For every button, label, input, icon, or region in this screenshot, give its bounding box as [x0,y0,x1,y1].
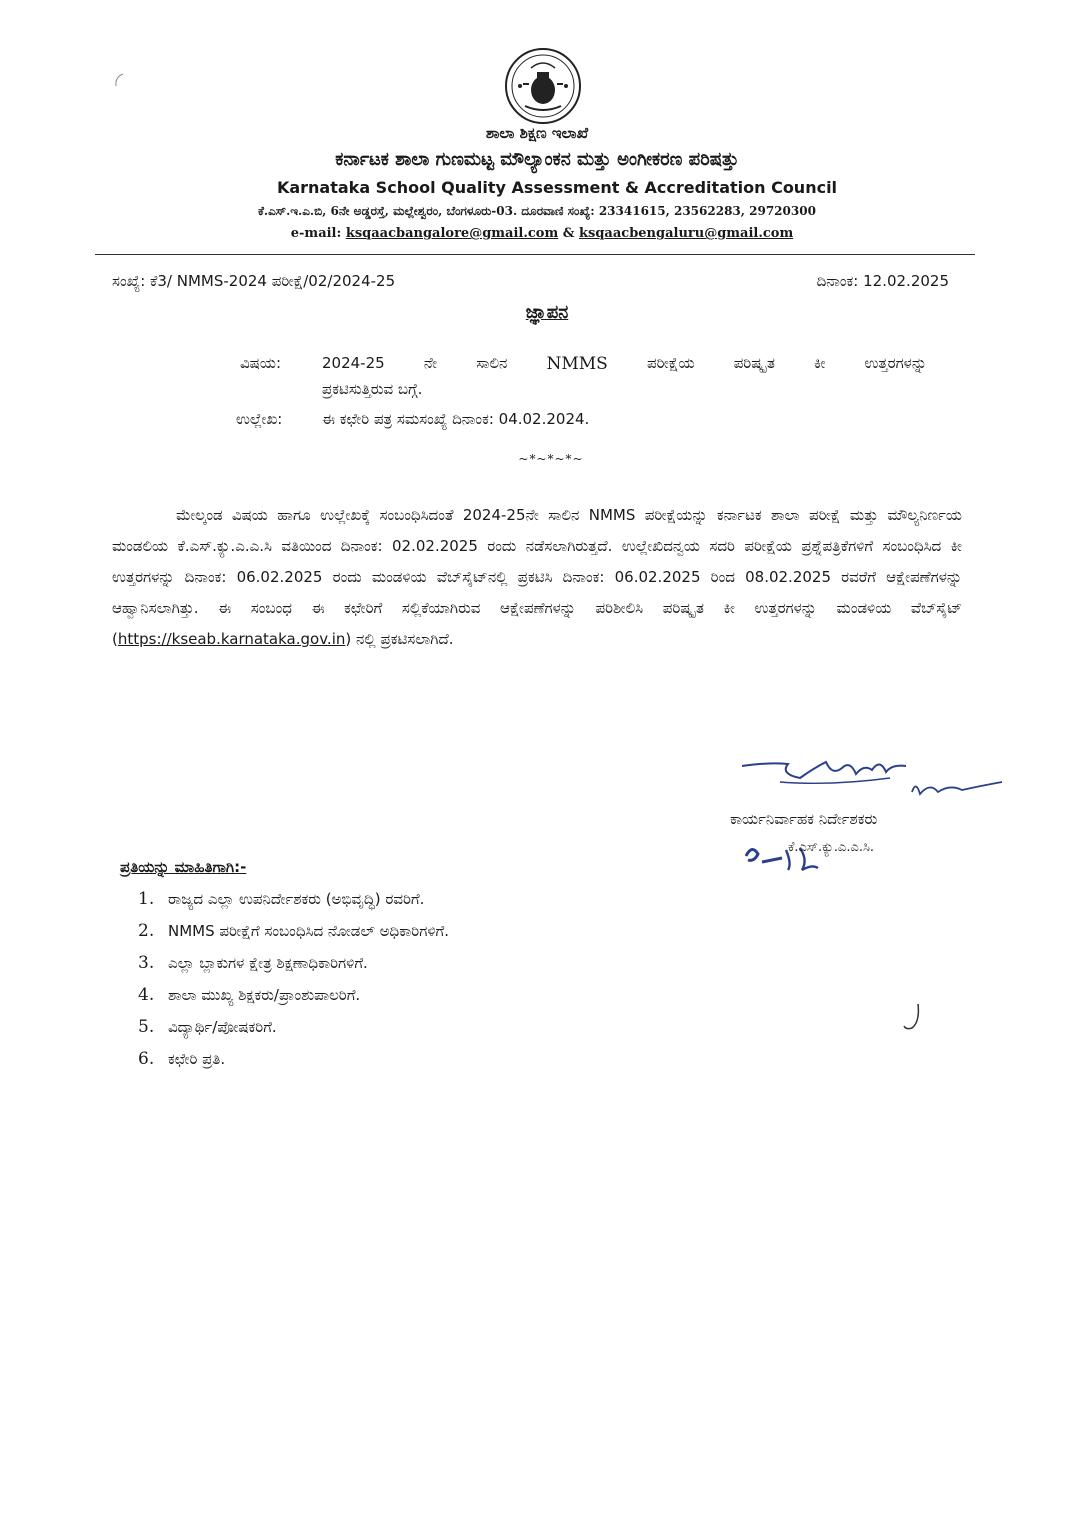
list-item [138,1046,449,1078]
list-item [138,982,449,1014]
list-item-text: ರಾಜ್ಯದ ಎಲ್ಲಾ ಉಪನಿರ್ದೇಶಕರು (ಅಭಿವೃದ್ಧಿ) ರವರಿಗೆ. [168,890,425,908]
email-separator: & [558,226,580,241]
list-item [138,1014,449,1046]
karnataka-state-emblem-icon [503,46,583,126]
page-tick-mark-icon [900,1002,924,1032]
list-item-text: ಶಾಲಾ ಮುಖ್ಯ ಶಿಕ್ಷಕರು/ಪ್ರಾಂಶುಪಾಲರಿಗೆ. [168,986,361,1004]
reference-number: ಸಂಖ್ಯೆ: ಕೆ3/ NMMS-2024 ಪರೀಕ್ಷೆ/02/2024-25 [112,272,396,290]
council-address: ಕೆ.ಎಸ್.ಇ.ಎ.ಬಿ, 6ನೇ ಅಡ್ಡರಸ್ತೆ, ಮಲ್ಲೇಶ್ವರಂ, ಬೆಂಗಳೂರು-03. ದೂರವಾಣಿ ಸಂಖ್ಯೆ: 23341615, 23562283, 29720300 [258,204,816,218]
email-link-1[interactable]: ksqaacbangalore@gmail.com [345,226,559,241]
list-item-number: 4. [138,985,155,1005]
list-item-text: NMMS ಪರೀಕ್ಷೆಗೆ ಸಂಬಂಧಿಸಿದ ನೋಡಲ್ ಅಧಿಕಾರಿಗಳಿಗೆ. [168,922,449,940]
list-item-number: 6. [138,1049,155,1069]
list-item-text: ವಿದ್ಯಾರ್ಥಿ/ಪೋಷಕರಿಗೆ. [168,1018,277,1036]
list-item [138,886,449,918]
list-item-number: 1. [138,889,155,909]
email-link-2[interactable]: ksqaacbengaluru@gmail.com [579,226,794,241]
list-item [138,950,449,982]
reference-value: ಈ ಕಛೇರಿ ಪತ್ರ ಸಮಸಂಖ್ಯೆ ದಿನಾಂಕ: 04.02.2024. [322,410,590,428]
signatory-designation: ಕಾರ್ಯನಿರ್ವಾಹಕ ನಿರ್ದೇಶಕರು [730,810,878,828]
list-item-number: 3. [138,953,155,973]
scan-mark-icon [112,72,126,88]
memo-body [112,500,962,655]
council-email-line [5,226,1074,241]
reference-label: ಉಲ್ಲೇಖ: [236,410,283,428]
subject-label: ವಿಷಯ: [240,354,281,372]
copy-to-list [138,886,449,1078]
subject-word: ನೇ [423,354,438,372]
list-item-number: 5. [138,1017,155,1037]
list-item-number: 2. [138,921,155,941]
subject-line-2: ಪ್ರಕಟಿಸುತ್ತಿರುವ ಬಗ್ಗೆ. [322,380,423,398]
subject-word: ಉತ್ತರಗಳನ್ನು [864,354,927,372]
signatory-organization: ಕೆ.ಎಸ್.ಕ್ಯು.ಎ.ಎ.ಸಿ. [788,840,874,855]
handwritten-signature-icon [740,752,1010,808]
memo-title: ಜ್ಞಾಪನ [525,302,569,323]
council-name-kannada: ಕರ್ನಾಟಕ ಶಾಲಾ ಗುಣಮಟ್ಟ ಮೌಲ್ಯಾಂಕನ ಮತ್ತು ಅಂಗೀಕರಣ ಪರಿಷತ್ತು [335,149,739,170]
body-text-1: ಮೇಲ್ಕಂಡ ವಿಷಯ ಹಾಗೂ ಉಲ್ಲೇಖಕ್ಕೆ ಸಂಬಂಧಿಸಿದಂತೆ 2024-25ನೇ ಸಾಲಿನ NMMS ಪರೀಕ್ಷೆಯನ್ನು ಕರ್ನಾಟಕ ಶಾಲಾ ಪರೀಕ್ಷೆ ಮತ್ತು ಮೌಲ್ಯನಿರ್ಣಯ ಮಂಡಲಿಯ ಕೆ.ಎಸ್.ಕ್ಯು.ಎ.ಎ.ಸಿ ವತಿಯಿಂದ ದಿನಾಂಕ: 02.02.2025 ರಂದು ನಡೆಸಲಾಗಿರುತ್ತದೆ. ಉಲ್ಲೇಖಿದನ್ವಯ ಸದರಿ ಪರೀಕ್ಷೆಯ ಪ್ರಶ್ನೆಪತ್ರಿಕೆಗಳಿಗೆ ಸಂಬಂಧಿಸಿದ ಕೀ ಉತ್ತರಗಳನ್ನು ದಿನಾಂಕ: 06.02.2025 ರಂದು ಮಂಡಳಿಯ ವೆಬ್‌ಸೈಟ್‌ನಲ್ಲಿ ಪ್ರಕಟಿಸಿ ದಿನಾಂಕ: 06.02.2025 ರಿಂದ 08.02.2025 ರವರೆಗೆ ಆಕ್ಷೇಪಣೆಗಳನ್ನು ಆಹ್ವಾನಿಸಲಾಗಿತ್ತು. ಈ ಸಂಬಂಧ ಈ ಕಛೇರಿಗೆ ಸಲ್ಲಿಕೆಯಾಗಿರುವ ಆಕ್ಷೇಪಣೆಗಳನ್ನು ಪರಿಶೀಲಿಸಿ ಪರಿಷ್ಕೃತ ಕೀ ಉತ್ತರಗಳನ್ನು ಮಂಡಳಿಯ ವೆಬ್‌ಸೈಟ್ ( [112,506,962,648]
email-prefix: e-mail: [290,226,346,241]
subject-word: ಪರೀಕ್ಷೆಯ [646,354,695,372]
list-item-text: ಎಲ್ಲಾ ಬ್ಲಾಕುಗಳ ಕ್ಷೇತ್ರ ಶಿಕ್ಷಣಾಧಿಕಾರಿಗಳಿಗೆ. [168,954,368,972]
body-text-2: ) ನಲ್ಲಿ ಪ್ರಕಟಿಸಲಾಗಿದೆ. [345,630,454,648]
section-separator: ~*~*~*~ [518,452,584,466]
subject-line-1 [322,354,927,374]
copy-to-heading: ಪ್ರತಿಯನ್ನು ಮಾಹಿತಿಗಾಗಿ:- [120,858,247,876]
list-item-text: ಕಛೇರಿ ಪ್ರತಿ. [168,1050,226,1068]
subject-word: NMMS [546,354,608,374]
subject-word: ಕೀ [814,354,826,372]
department-name: ಶಾಲಾ ಶಿಕ್ಷಣ ಇಲಾಖೆ [485,124,589,142]
subject-word: ಪರಿಷ್ಕೃತ [733,354,775,372]
council-name-english: Karnataka School Quality Assessment & Accreditation Council [276,178,838,197]
subject-word: ಸಾಲಿನ [476,354,508,372]
list-item [138,918,449,950]
memo-date: ದಿನಾಂಕ: 12.02.2025 [816,272,949,290]
website-link[interactable]: https://kseab.karnataka.gov.in [117,630,346,648]
header-divider [95,254,975,255]
subject-word: 2024-25 [322,354,385,372]
